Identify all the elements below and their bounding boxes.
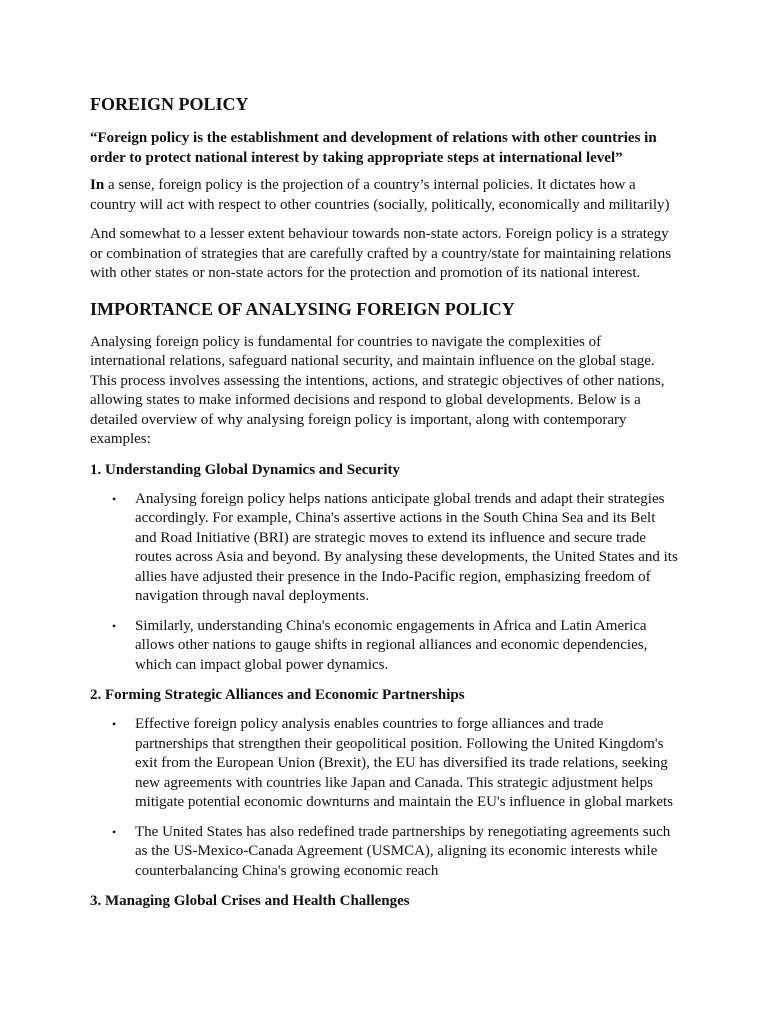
bullet-icon: • xyxy=(112,824,117,839)
bullet-icon: • xyxy=(112,491,117,506)
document-title: FOREIGN POLICY xyxy=(90,94,249,114)
list-item-text: Similarly, understanding China's economic engagements in Africa and Latin America allows other nations to gauge shifts in regional alliances and economic dependencies, which can impact global power dynamics. xyxy=(135,617,648,673)
bullet-icon: • xyxy=(112,618,117,633)
section-title: IMPORTANCE OF ANALYSING FOREIGN POLICY xyxy=(90,298,515,319)
point-heading-3: 3. Managing Global Crises and Health Challenges xyxy=(90,893,410,909)
point-heading-2: 2. Forming Strategic Alliances and Economic Partnerships xyxy=(90,687,465,703)
list-item xyxy=(90,490,680,607)
point-1-bullet-list xyxy=(90,490,680,676)
definition-quote: “Foreign policy is the establishment and development of relations with other countries in order to protect national interest by taking appropriate steps at international level” xyxy=(90,130,657,166)
intro-paragraph xyxy=(90,176,680,215)
point-2-bullet-list xyxy=(90,715,680,881)
section-intro-paragraph: Analysing foreign policy is fundamental for countries to navigate the complexities of international relations, safeguard national security, and maintain influence on the global stage. This process involves assessing the intentions, actions, and strategic objectives of other nations, allowing states to make informed decisions and respond to global developments. Below is a detailed overview of why analysing foreign policy is important, along with contemporary examples: xyxy=(90,333,665,447)
intro-text: a sense, foreign policy is the projection of a country’s internal policies. It dictates how a country will act with respect to other countries (socially, politically, economically and militarily) xyxy=(90,177,670,213)
intro-second-paragraph: And somewhat to a lesser extent behaviour towards non-state actors. Foreign policy is a strategy or combination of strategies that are carefully crafted by a country/state for maintaining relations with other states or non-state actors for the protection and promotion of its national interest. xyxy=(90,226,672,281)
list-item xyxy=(90,715,680,813)
list-item-text: Effective foreign policy analysis enables countries to forge alliances and trade partnerships that strengthen their geopolitical position. Following the United Kingdom's exit from the European Union (Brexit), the EU has diversified its trade relations, seeking new agreements with countries like Japan and Canada. This strategic adjustment helps mitigate potential economic downturns and maintain the EU's influence in global markets xyxy=(135,716,673,810)
document-page xyxy=(90,92,680,921)
intro-lead-word: In xyxy=(90,177,105,193)
bullet-icon: • xyxy=(112,717,117,731)
list-item xyxy=(90,617,680,676)
point-heading-1: 1. Understanding Global Dynamics and Security xyxy=(90,461,401,478)
list-item-text: Analysing foreign policy helps nations anticipate global trends and adapt their strategies accordingly. For example, China's assertive actions in the South China Sea and its Belt and Road Initiative (BRI) are strategic moves to extend its influence and secure trade routes across Asia and beyond. By analysing these developments, the United States and its allies have adjusted their presence in the Indo-Pacific region, emphasizing freedom of navigation through naval deployments. xyxy=(135,490,678,604)
list-item xyxy=(90,823,680,882)
list-item-text: The United States has also redefined trade partnerships by renegotiating agreements such as the US-Mexico-Canada Agreement (USMCA), aligning its economic interests while counterbalancing China's growing economic reach xyxy=(135,823,671,879)
